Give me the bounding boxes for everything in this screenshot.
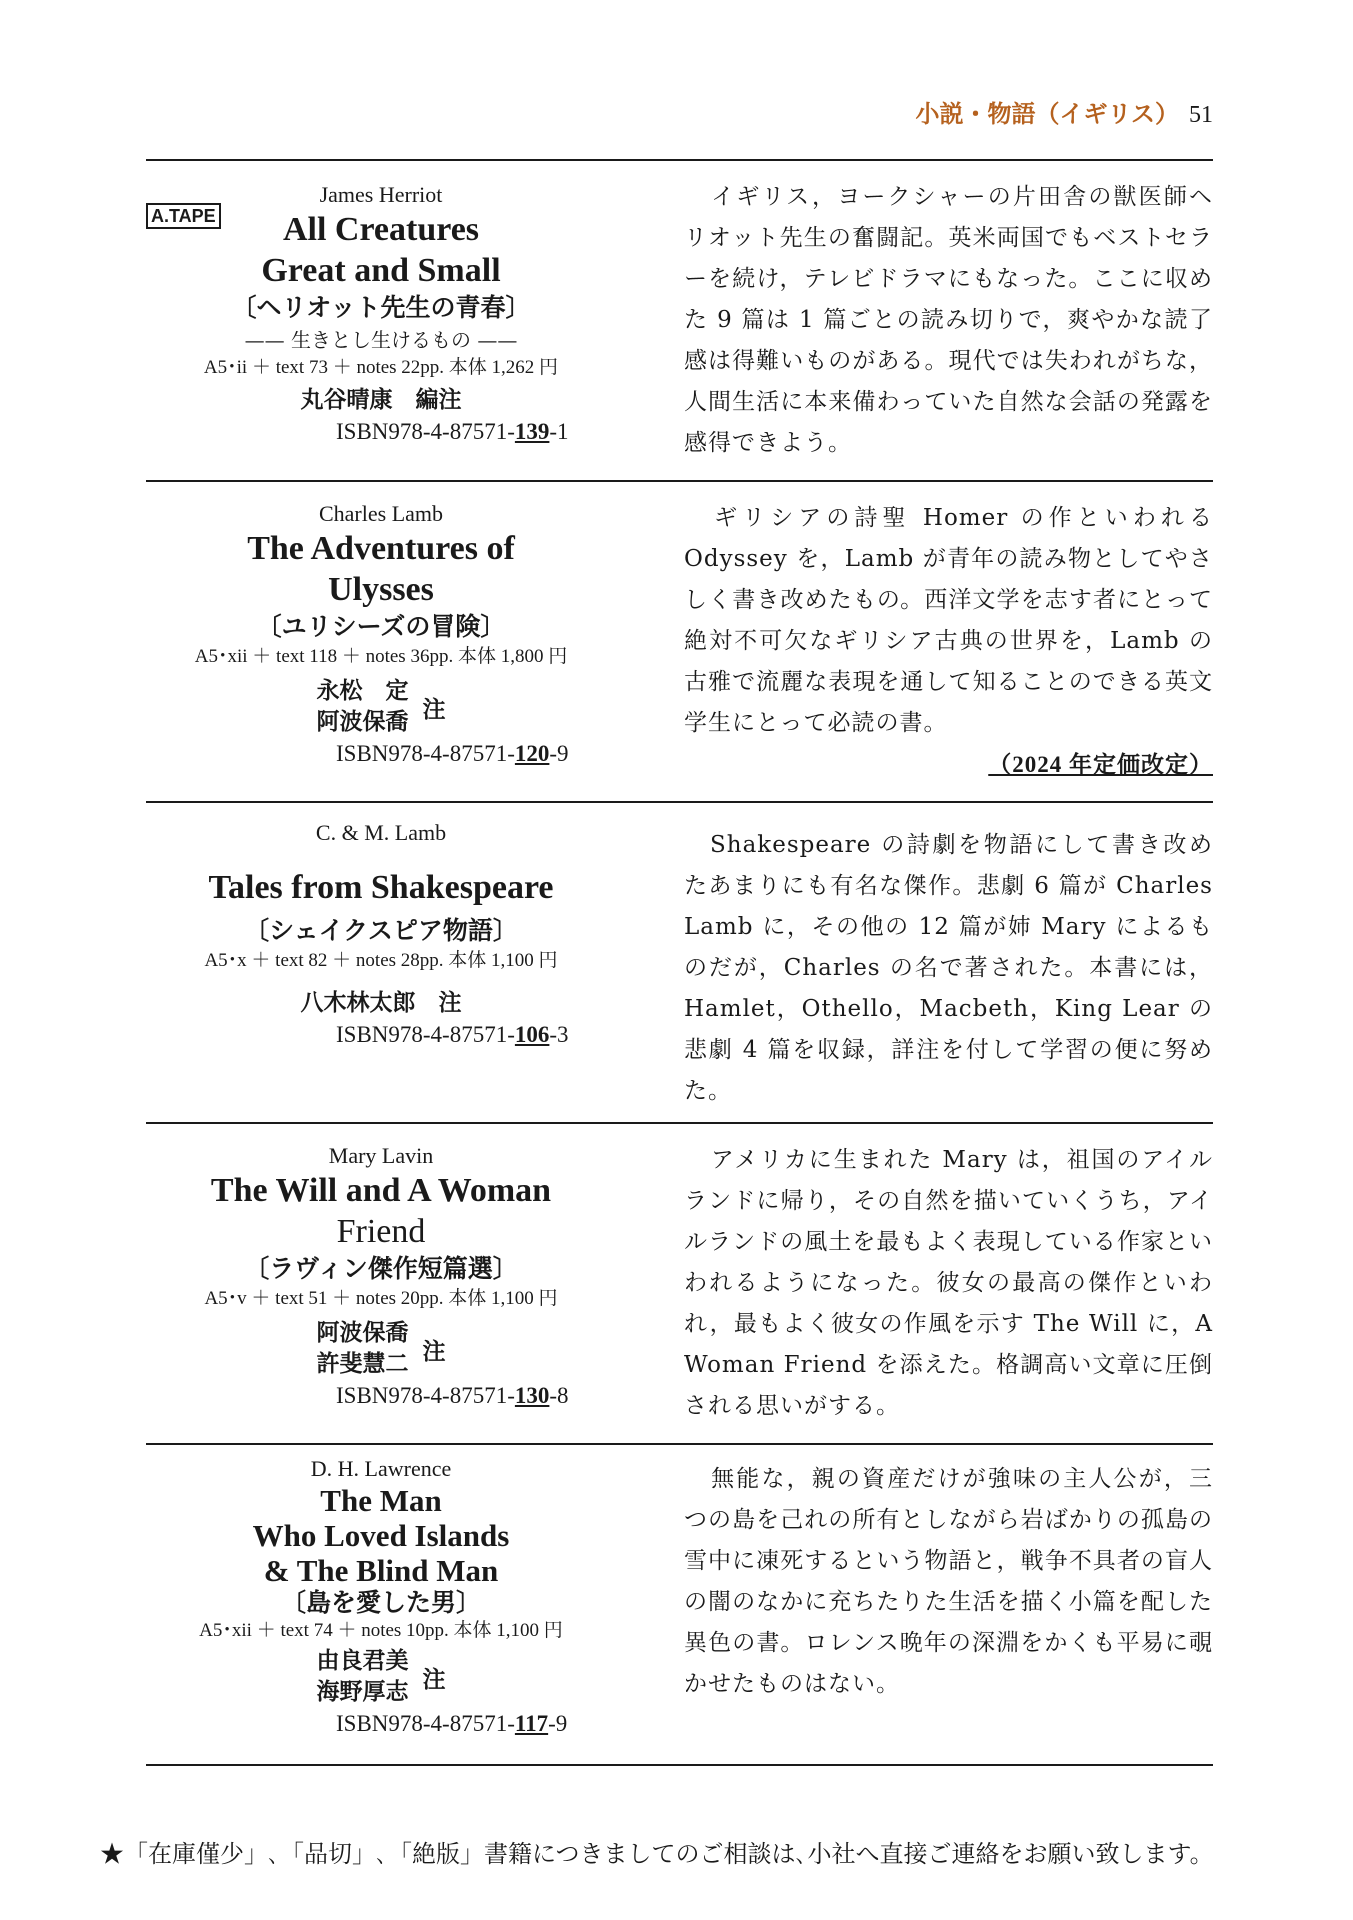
book-title-line: Friend [336, 1213, 426, 1250]
book-info [146, 819, 616, 1051]
book-title-line: Tales from Shakespeare [208, 869, 554, 906]
book-title-line: Who Loved Islands [252, 1518, 510, 1553]
editor-role: 注 [422, 1338, 446, 1365]
book-title-line: All Creatures [282, 211, 480, 248]
editor-name: 由良君美 [316, 1648, 409, 1674]
book-isbn: ISBN978-4-87571-130-8 [336, 1383, 569, 1408]
book-title-line: The Man [320, 1483, 442, 1518]
book-title-ja: 〔ラヴィン傑作短篇選〕 [244, 1254, 518, 1283]
page-number: 51 [1189, 102, 1213, 128]
book-author: Mary Lavin [328, 1143, 434, 1168]
book-title-line: Great and Small [261, 252, 501, 289]
book-spec: A5･xii ＋ text 118 ＋ notes 36pp. 本体 1,800 円 [194, 646, 568, 667]
book-info [146, 1455, 616, 1740]
editor-name: 許斐慧二 [316, 1351, 409, 1377]
book-editors [146, 385, 616, 416]
book-editors [146, 988, 616, 1019]
book-editors [146, 676, 616, 738]
book-spec: A5･xii ＋ text 74 ＋ notes 10pp. 本体 1,100 円 [199, 1620, 563, 1641]
book-author: D. H. Lawrence [310, 1456, 452, 1481]
book-entry [146, 159, 1213, 480]
book-description: ギリシアの詩聖 Homer の作といわれる Odyssey を，Lamb が青年の読み物としてやさしく書き改めたもの。西洋文学を志す者にとって絶対不可欠なギリシア古典の世界を，Lamb の古雅で流麗な表現を通して知ることのできる英文学生にとって必読の書。 （2024 年定価改定） [684, 498, 1213, 785]
editor-name: 八木林太郎 注 [300, 990, 462, 1016]
book-editors [146, 1646, 616, 1708]
editor-name: 阿波保喬 [316, 709, 409, 735]
book-entry [146, 1443, 1213, 1766]
book-title-line: The Will and A Woman [210, 1172, 552, 1209]
book-isbn: ISBN978-4-87571-117-9 [336, 1711, 568, 1736]
book-description: アメリカに生まれた Mary は，祖国のアイルランドに帰り，その自然を描いていくうち，アイルランドの風土を最もよく表現している作家といわれるようになった。彼女の最高の傑作といわれ，最もよく彼女の作風を示す The Will に，A Woman Friend を添えた。格調高い文章に圧倒される思いがする。 [684, 1147, 1213, 1419]
book-entry [146, 1122, 1213, 1443]
editor-name: 阿波保喬 [316, 1320, 409, 1346]
book-info [146, 500, 616, 770]
book-title-ja: 〔ヘリオット先生の青春〕 [231, 293, 531, 322]
book-title-line: & The Blind Man [263, 1553, 499, 1588]
section-title: 小説・物語（イギリス） [915, 99, 1179, 128]
book-entry [146, 480, 1213, 801]
book-title-line: Ulysses [328, 571, 434, 608]
book-spec: A5･ii ＋ text 73 ＋ notes 22pp. 本体 1,262 円 [203, 357, 559, 378]
book-title-ja: 〔シェイクスピア物語〕 [244, 916, 518, 945]
book-description: イギリス，ヨークシャーの片田舎の獣医師ヘリオット先生の奮闘記。英米両国でもベストセラーを続け，テレビドラマにもなった。ここに収めた 9 篇は 1 篇ごとの読み切りで，爽やかな読了感は得難いものがある。現代では失われがちな，人間生活に本来備わっていた自然な会話の発露を感得できよう。 [684, 184, 1213, 456]
book-editors [146, 1318, 616, 1380]
book-title-ja: 〔島を愛した男〕 [280, 1588, 481, 1617]
footer-note: ★「在庫僅少」､「品切」､「絶版」書籍につきましてのご相談は､小社へ直接ご連絡をお願い致します。 [100, 1840, 1214, 1868]
book-entry [146, 801, 1213, 1122]
book-isbn: ISBN978-4-87571-139-1 [336, 419, 569, 444]
book-subtitle: —— 生きとし生けるもの —— [244, 328, 518, 352]
page-header [915, 94, 1213, 129]
editor-name: 永松 定 [316, 678, 409, 704]
book-spec: A5･x ＋ text 82 ＋ notes 28pp. 本体 1,100 円 [204, 950, 558, 971]
book-author: C. & M. Lamb [315, 820, 447, 845]
book-description: Shakespeare の詩劇を物語にして書き改めたあまりにも有名な傑作。悲劇 6 篇が Charles Lamb に，その他の 12 篇が姉 Mary によるものだが，Charles の名で著された。本書には，Hamlet，Othello，Macbeth，King Lear の悲劇 4 篇を収録，詳注を付して学習の便に努めた。 [684, 832, 1213, 1104]
editor-role: 注 [422, 1666, 446, 1693]
price-revision-note: （2024 年定価改定） [988, 752, 1213, 777]
editor-role: 注 [422, 696, 446, 723]
book-title-ja: 〔ユリシーズの冒険〕 [256, 612, 506, 641]
book-info [146, 181, 616, 448]
book-description: 無能な，親の資産だけが強味の主人公が，三つの島を己れの所有としながら岩ばかりの孤島の雪中に凍死するという物語と，戦争不具者の盲人の闇のなかに充ちたりた生活を描く小篇を配した異色の書。ロレンス晩年の深淵をかくも平易に覗かせたものはない。 [684, 1466, 1213, 1697]
book-isbn: ISBN978-4-87571-120-9 [336, 741, 569, 766]
book-isbn: ISBN978-4-87571-106-3 [336, 1022, 569, 1047]
audio-tape-badge: A.TAPE [146, 203, 221, 229]
book-spec: A5･v ＋ text 51 ＋ notes 20pp. 本体 1,100 円 [204, 1288, 558, 1309]
editor-name: 丸谷晴康 編注 [300, 387, 462, 413]
book-title-line: The Adventures of [247, 530, 515, 567]
book-catalog [146, 159, 1213, 1766]
editor-name: 海野厚志 [316, 1679, 409, 1705]
book-author: Charles Lamb [318, 501, 444, 526]
book-info [146, 1142, 616, 1412]
book-author: James Herriot [319, 182, 443, 207]
